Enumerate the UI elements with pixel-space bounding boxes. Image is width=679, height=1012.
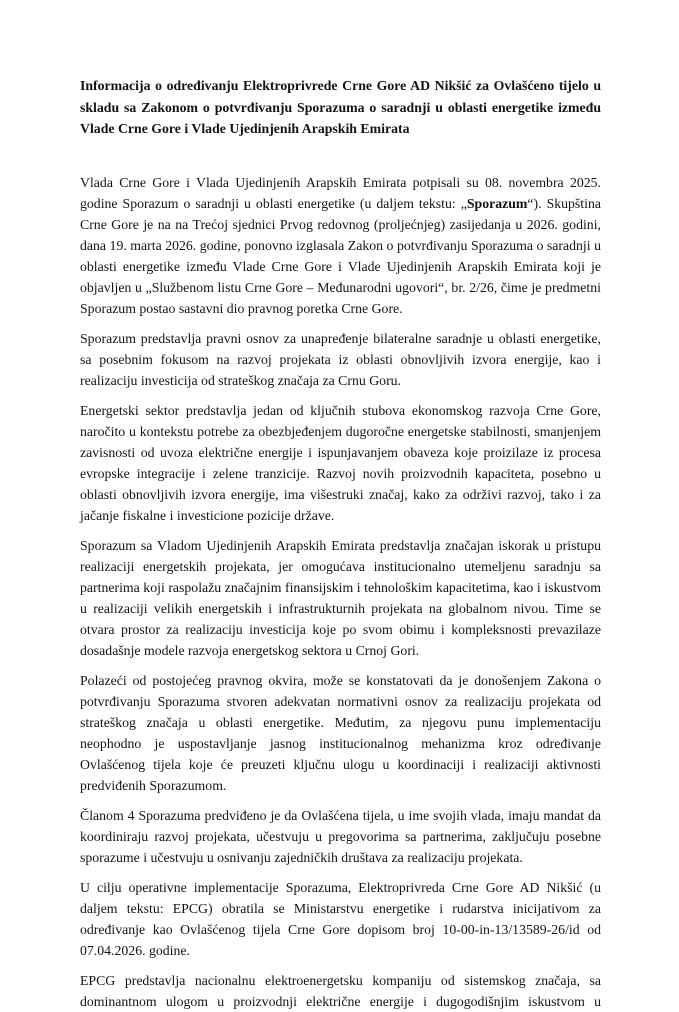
text-run: Polazeći od postojećeg pravnog okvira, može se konstatovati da je donošenjem Zakona o potvrđivanju Sporazuma stvoren adekvatan normativni osnov za realizaciju projekata od strateškog značaja u oblasti energetike. Međutim, za njegovu punu implementaciju neophodno je uspostavljanje jasnog institucionalnog mehanizma kroz određivanje Ovlašćenog tijela koje će preuzeti ključnu ulogu u koordinaciji i realizaciji aktivnosti predviđenih Sporazumom. — [80, 672, 601, 793]
paragraph — [80, 970, 601, 1012]
text-run: Sporazum predstavlja pravni osnov za unapređenje bilateralne saradnje u oblasti energetike, sa posebnim fokusom na razvoj projekata iz oblasti obnovljivih izvora energije, kao i realizaciju investicija od strateškog značaja za Crnu Goru. — [80, 330, 601, 388]
text-run: Energetski sektor predstavlja jedan od ključnih stubova ekonomskog razvoja Crne Gore, naročito u kontekstu potrebe za obezbjeđenjem dugoročne energetske stabilnosti, smanjenjem zavisnosti od uvoza električne energije i ispunjavanjem obaveza koje proizilaze iz procesa evropske integracije i zelene tranzicije. Razvoj novih proizvodnih kapaciteta, posebno u oblasti obnovljivih izvora energije, ima višestruki značaj, kako za održivi razvoj, tako i za jačanje fiskalne i investicione pozicije države. — [80, 402, 601, 523]
text-run: EPCG predstavlja nacionalnu elektroenergetsku kompaniju od sistemskog značaja, sa dominantnom ulogom u proizvodnji električne energije i dugogodišnjim iskustvom u — [80, 972, 601, 1009]
document-body — [80, 172, 601, 1012]
paragraph — [80, 535, 601, 661]
paragraph — [80, 670, 601, 796]
text-run: U cilju operativne implementacije Sporazuma, Elektroprivreda Crne Gore AD Nikšić (u daljem tekstu: EPCG) obratila se Ministarstvu energetike i rudarstva inicijativom za određivanje kao Ovlašćenog tijela Crne Gore dopisom broj 10-00-in-13/13589-26/id od 07.04.2026. godine. — [80, 879, 601, 958]
paragraph — [80, 805, 601, 868]
paragraph — [80, 877, 601, 961]
document-title: Informacija o određivanju Elektroprivrede Crne Gore AD Nikšić za Ovlašćeno tijelo u skladu sa Zakonom o potvrđivanju Sporazuma o saradnji u oblasti energetike između Vlade Crne Gore i Vlade Ujedinjenih Arapskih Emirata — [80, 78, 601, 136]
paragraph — [80, 172, 601, 319]
text-run: Vlada Crne Gore i Vlada Ujedinjenih Arapskih Emirata potpisali su 08. novembra 2025. godine Sporazum o saradnji u oblasti energetike (u daljem tekstu: „ — [80, 174, 601, 211]
paragraph — [80, 328, 601, 391]
paragraph — [80, 400, 601, 526]
bold-text-run: Sporazum — [466, 195, 528, 211]
text-run: Sporazum sa Vladom Ujedinjenih Arapskih Emirata predstavlja značajan iskorak u pristupu realizaciji energetskih projekata, jer omogućava institucionalno utemeljenu saradnju sa partnerima koji raspolažu značajnim finansijskim i tehnološkim kapacitetima, kao i iskustvom u realizaciji velikih energetskih i infrastrukturnih projekata na globalnom nivou. Time se otvara prostor za realizaciju investicija koje po svom obimu i kompleksnosti prevazilaze dosadašnje modele razvoja energetskog sektora u Crnoj Gori. — [80, 537, 601, 658]
text-run: “). Skupština Crne Gore je na na Trećoj sjednici Prvog redovnog (proljećnjeg) zasijedanja u 2026. godini, dana 19. marta 2026. godine, ponovno izglasala Zakon o potvrđivanju Sporazuma o saradnji u oblasti energetike između Vlade Crne Gore i Vlade Ujedinjenih Arapskih Emirata koji je objavljen u „Službenom listu Crne Gore – Međunarodni ugovori“, br. 2/26, čime je predmetni Sporazum postao sastavni dio pravnog poretka Crne Gore. — [80, 195, 601, 316]
text-run: Članom 4 Sporazuma predviđeno je da Ovlašćena tijela, u ime svojih vlada, imaju mandat da koordiniraju razvoj projekata, učestvuju u pregovorima sa partnerima, zaključuju posebne sporazume i učestvuju u osnivanju zajedničkih društava za realizaciju projekata. — [80, 807, 601, 865]
